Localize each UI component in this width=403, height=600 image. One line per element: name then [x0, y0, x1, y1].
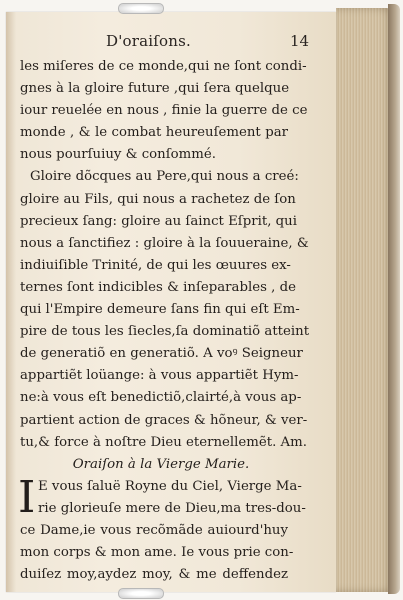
text-line: appartiẽt loüange: à vous appartiẽt Hym-	[20, 368, 299, 384]
prayer-paragraph	[18, 471, 306, 586]
text-line: indiuiſible Trinité, de qui les œuures ex-	[20, 257, 291, 273]
section-heading: Oraiſon à la Vierge Marie.	[72, 456, 250, 472]
page-header	[6, 32, 336, 56]
text-line: rie glorieuſe mere de Dieu,ma tres-dou-	[38, 500, 306, 516]
text-line: precieux ſang: gloire au ſainct Eſprit, qui	[20, 213, 297, 229]
drop-cap: I	[18, 471, 36, 523]
text-line: gloire au Fils, qui nous a rachetez de ſon	[20, 191, 296, 207]
text-line: nous a ſanctifiez : gloire à la ſouueraine, &	[20, 235, 309, 251]
text-line: duiſez moy,aydez moy, & me deffendez	[20, 567, 288, 583]
running-title: D'oraiſons.	[106, 32, 192, 50]
text-line: E vous ſaluë Royne du Ciel, Vierge Ma-	[38, 478, 302, 494]
page-clip	[118, 588, 164, 599]
text-line: de generatiõ en generatiõ. A voꝰ Seigneur	[20, 346, 303, 362]
page-edges	[336, 8, 394, 592]
text-line: pire de tous les ſiecles,ſa dominatiõ atteint	[20, 324, 310, 340]
text-line: gnes à la gloire future ,qui ſera quelque	[20, 81, 290, 97]
text-line: Gloire dõcques au Pere,qui nous a creé:	[30, 169, 299, 185]
page-text	[18, 56, 310, 586]
text-line: ne:à vous eſt benedictiõ,clairté,à vous ap-	[20, 390, 302, 406]
text-line: partient action de graces & hõneur, & ver-	[20, 412, 308, 428]
book-cover-edge	[388, 4, 400, 594]
text-line: tu,& force à noſtre Dieu eternellemẽt. Am.	[20, 434, 307, 450]
page-number: 14	[290, 32, 310, 50]
text-line: monde , & le combat heureuſement par	[20, 125, 288, 141]
text-line: ternes ſont indicibles & inſeparables , de	[20, 279, 296, 295]
text-line: qui l'Empire demeure ſans fin qui eſt Em-	[20, 302, 300, 318]
page-clip	[118, 3, 164, 14]
text-line: ce Dame,ie vous recõmãde auiourd'huy	[20, 522, 288, 538]
text-line: iour reuelée en nous , finie la guerre de ce	[20, 103, 308, 119]
book-page	[6, 12, 336, 592]
text-line: mon corps & mon ame. Ie vous prie con-	[20, 545, 294, 561]
text-line: les miſeres de ce monde,qui ne ſont condi-	[20, 59, 307, 74]
text-line: nous pourſuiuy & conſommé.	[20, 147, 216, 163]
